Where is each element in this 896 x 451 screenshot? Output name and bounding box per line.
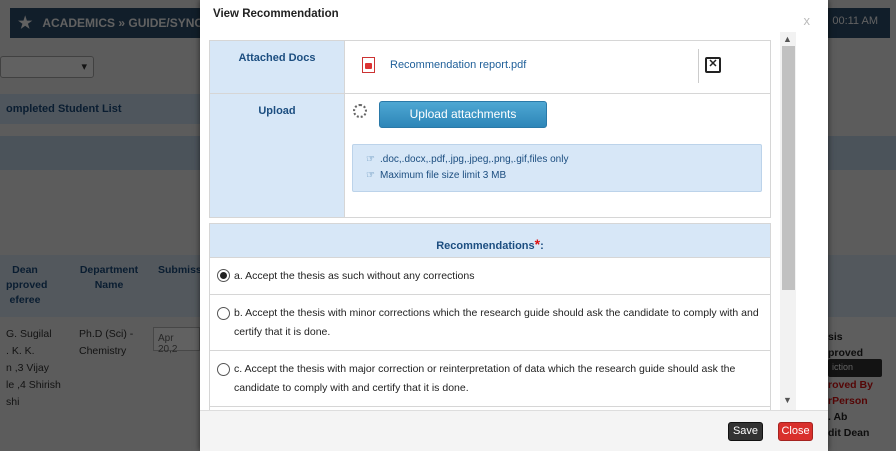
close-icon[interactable]: x	[803, 13, 810, 28]
attachments-table	[209, 40, 771, 218]
recommendation-option-b[interactable]: b. Accept the thesis with minor corrections which the research guide should ask the candidate to comply with and certify that it is done.	[210, 295, 770, 351]
scrollbar-thumb[interactable]	[782, 46, 795, 290]
pdf-file-icon	[362, 57, 375, 73]
radio-option-c[interactable]	[217, 363, 230, 376]
delete-attachment-icon[interactable]: ✕	[705, 57, 721, 73]
recommendations-section	[209, 223, 771, 410]
radio-option-b[interactable]	[217, 307, 230, 320]
attached-doc-link[interactable]: Recommendation report.pdf	[390, 59, 527, 71]
modal-title: View Recommendation	[213, 8, 339, 20]
required-marker: *	[534, 236, 541, 252]
modal-footer	[200, 410, 828, 451]
allowed-file-types-text: .doc,.docx,.pdf,.jpg,.jpeg,.png,.gif,files only	[380, 154, 569, 165]
save-button[interactable]: Save	[728, 422, 763, 441]
radio-option-a[interactable]	[217, 269, 230, 282]
file-size-limit-text: Maximum file size limit 3 MB	[380, 170, 507, 181]
close-button[interactable]: Close	[778, 422, 813, 441]
upload-info-box	[352, 144, 762, 192]
modal-scrollbar[interactable]	[780, 32, 796, 410]
recommendations-label: Recommendations	[436, 240, 535, 252]
loading-spinner-icon	[353, 104, 367, 118]
hand-pointer-icon: ☞	[366, 170, 375, 181]
scroll-down-icon[interactable]: ▼	[783, 395, 792, 405]
recommendation-option-c[interactable]: c. Accept the thesis with major correction or reinterpretation of data which the research guide should ask the candidate to comply with and certify that it is done.	[210, 351, 770, 407]
view-recommendation-modal	[200, 0, 828, 451]
recommendation-option-a[interactable]: a. Accept the thesis as such without any corrections	[210, 258, 770, 295]
upload-attachments-button[interactable]: Upload attachments	[379, 101, 547, 128]
hand-pointer-icon: ☞	[366, 154, 375, 165]
scroll-up-icon[interactable]: ▲	[783, 34, 792, 44]
attached-docs-label: Attached Docs	[210, 41, 345, 94]
modal-body	[209, 32, 797, 410]
recommendations-header: Recommendations*:	[210, 224, 770, 258]
upload-label: Upload	[210, 94, 345, 218]
